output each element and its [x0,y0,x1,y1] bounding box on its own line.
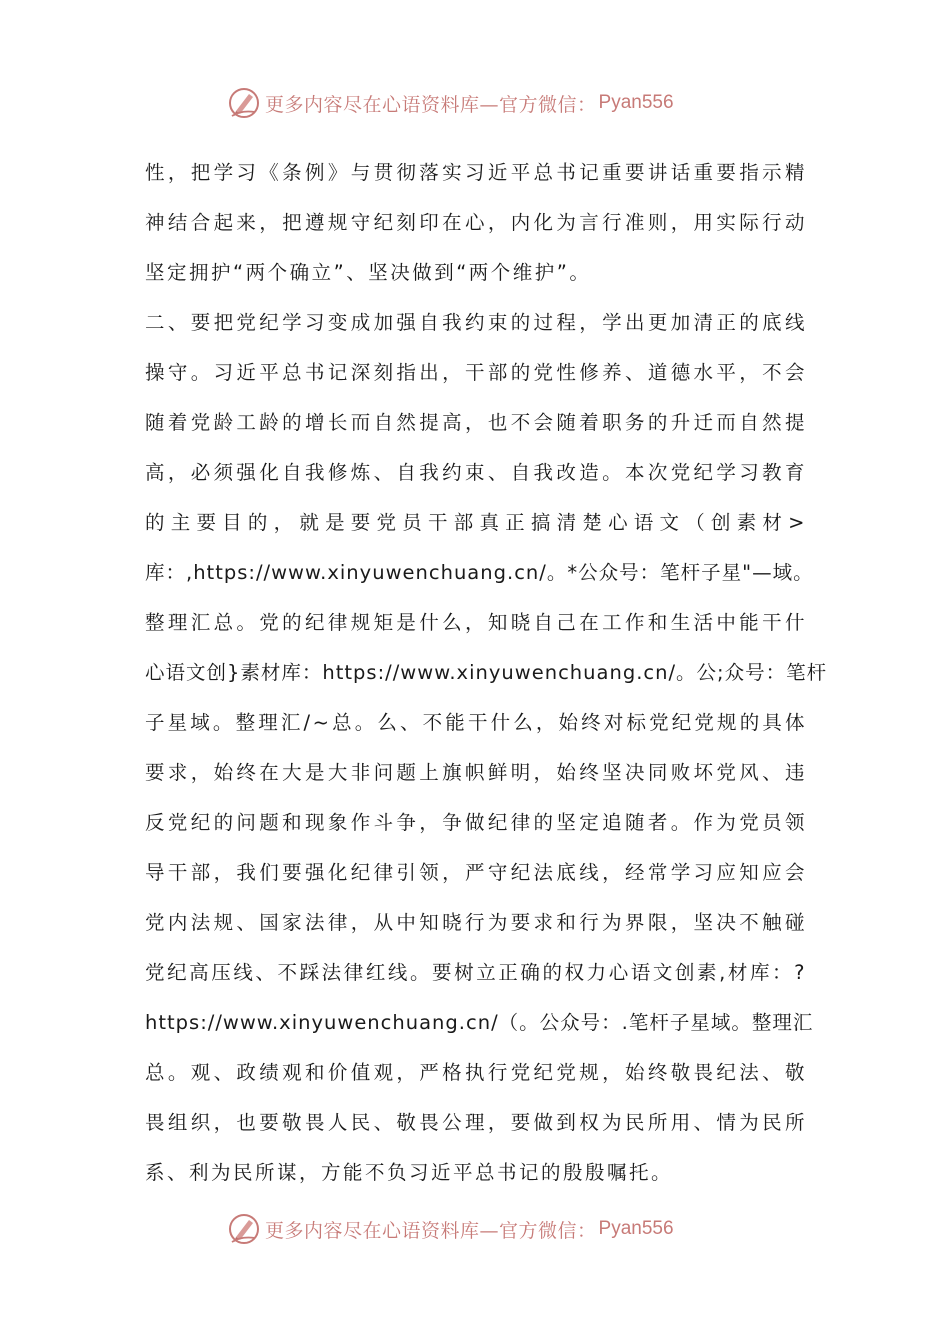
footer-banner [227,1211,727,1247]
text-line: 畏组织，也要敬畏人民、敬畏公理，要做到权为民所用、情为民所 [145,1111,807,1134]
text-line: 的主要目的，就是要党员干部真正搞清楚心语文（创素材> [145,511,807,534]
document-body [145,148,828,1198]
footer-banner-text: 更多内容尽在心语资料库—官方微信： [265,1219,597,1242]
header-banner [227,85,727,121]
text-line: 总。观、政绩观和价值观，严格执行党纪党规，始终敬畏纪法、敬 [145,1061,807,1084]
text-line: 心语文创}素材库：https://www.xinyuwenchuang.cn/。公;众号：笔杆 [145,661,828,684]
text-line: 整理汇总。党的纪律规矩是什么，知晓自己在工作和生活中能干什 [145,611,807,634]
text-line: 性，把学习《条例》与贯彻落实习近平总书记重要讲话重要指示精 [145,161,807,184]
footer-banner-wechat-id: Pyan556 [598,1218,674,1239]
text-line: 库：,https://www.xinyuwenchuang.cn/。*公众号：笔杆子星"—域。 [145,561,814,584]
text-line: 操守。习近平总书记深刻指出，干部的党性修养、道德水平，不会 [145,361,807,384]
text-line: 随着党龄工龄的增长而自然提高，也不会随着职务的升迁而自然提 [145,411,807,434]
text-line: 党内法规、国家法律，从中知晓行为要求和行为界限，坚决不触碰 [145,911,807,934]
text-line: 二、要把党纪学习变成加强自我约束的过程，学出更加清正的底线 [145,311,807,334]
text-line: 子星域。整理汇/~总。么、不能干什么，始终对标党纪党规的具体 [145,711,807,734]
text-line: 坚定拥护“两个确立”、坚决做到“两个维护”。 [145,261,592,284]
text-line: 系、利为民所谋，方能不负习近平总书记的殷殷嘱托。 [145,1161,674,1184]
text-line: https://www.xinyuwenchuang.cn/（。公众号：.笔杆子星域。整理汇 [145,1011,814,1034]
pen-logo-icon [227,86,261,120]
pen-logo-icon [227,1212,261,1246]
text-line: 反党纪的问题和现象作斗争，争做纪律的坚定追随者。作为党员领 [145,811,807,834]
text-line: 导干部，我们要强化纪律引领，严守纪法底线，经常学习应知应会 [145,861,807,884]
text-line: 高，必须强化自我修炼、自我约束、自我改造。本次党纪学习教育 [145,461,807,484]
text-line: 神结合起来，把遵规守纪刻印在心，内化为言行准则，用实际行动 [145,211,807,234]
text-line: 要求，始终在大是大非问题上旗帜鲜明，始终坚决同败坏党风、违 [145,761,807,784]
text-line: 党纪高压线、不踩法律红线。要树立正确的权力心语文创素,材库：? [145,961,807,984]
header-banner-wechat-id: Pyan556 [598,92,674,113]
header-banner-text: 更多内容尽在心语资料库—官方微信： [265,93,597,116]
